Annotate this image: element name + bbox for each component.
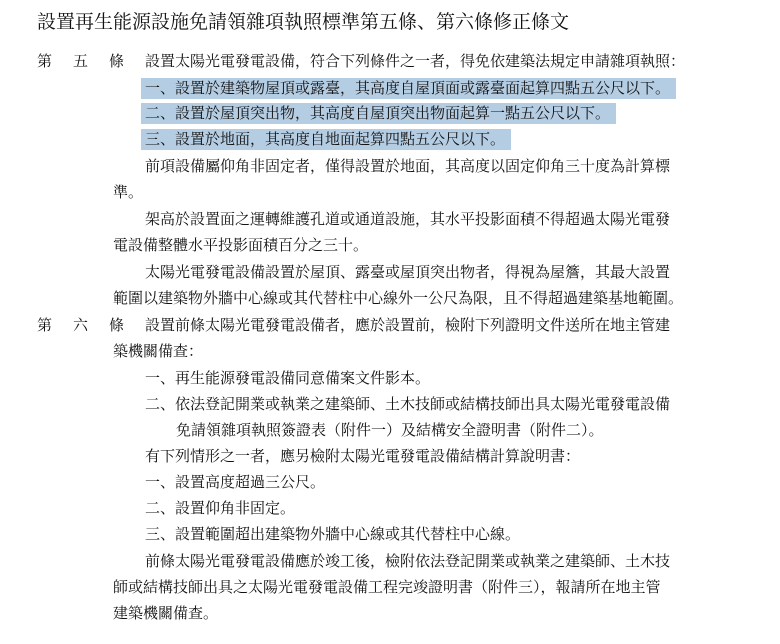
article-6-para-3-cont: 師或結構技師出具之太陽光電發電設備工程完竣證明書（附件三），報請所在地主管 bbox=[113, 578, 661, 596]
article-6-para-3: 前條太陽光電發電設備應於竣工後，檢附依法登記開業或執業之建築師、土木技 bbox=[145, 552, 671, 570]
article-5-label bbox=[37, 51, 145, 71]
article-5-intro: 設置太陽光電發電設備，符合下列條件之一者，得免依建築法規定申請雜項執照： bbox=[145, 52, 686, 70]
article-6-case-1: 一、設置高度超過三公尺。 bbox=[145, 473, 326, 491]
article-5-para-3-cont: 電設備整體水平投影面積百分之三十。 bbox=[113, 236, 369, 254]
article-6-intro-cont: 築機關備查： bbox=[113, 342, 204, 360]
article-6-para-3-cont: 建築機關備查。 bbox=[113, 604, 219, 622]
article-5-label-char: 條 bbox=[109, 52, 125, 70]
article-5-item-2: 二、設置於屋頂突出物，其高度自屋頂突出物面起算一點五公尺以下。 bbox=[141, 103, 616, 124]
article-6-doc-item-1: 一、再生能源發電設備同意備案文件影本。 bbox=[145, 369, 431, 387]
article-5-item-3: 三、設置於地面，其高度自地面起算四點五公尺以下。 bbox=[141, 129, 511, 150]
article-5-label-char: 五 bbox=[73, 52, 89, 70]
article-6-label-char: 條 bbox=[109, 316, 125, 334]
article-6-label bbox=[37, 315, 145, 335]
article-6-case-2: 二、設置仰角非固定。 bbox=[145, 499, 296, 517]
article-6-label-char: 六 bbox=[73, 316, 89, 334]
article-5-label-char: 第 bbox=[37, 52, 53, 70]
article-5-para-4-cont: 範圍以建築物外牆中心線或其代替柱中心線外一公尺為限，且不得超過建築基地範圍。 bbox=[113, 289, 684, 307]
article-6-label-char: 第 bbox=[37, 316, 53, 334]
article-5-para-4: 太陽光電發電設備設置於屋頂、露臺或屋頂突出物者，得視為屋簷，其最大設置 bbox=[145, 263, 671, 281]
article-5-item-1: 一、設置於建築物屋頂或露臺，其高度自屋頂面或露臺面起算四點五公尺以下。 bbox=[141, 78, 676, 99]
article-6-case-3: 三、設置範圍超出建築物外牆中心線或其代替柱中心線。 bbox=[145, 525, 521, 543]
article-6-para-2: 有下列情形之一者，應另檢附太陽光電發電設備結構計算說明書： bbox=[145, 447, 581, 465]
article-5-para-2-cont: 準。 bbox=[113, 183, 144, 201]
article-6-intro: 設置前條太陽光電發電設備者，應於設置前，檢附下列證明文件送所在地主管建 bbox=[145, 316, 671, 334]
document-title: 設置再生能源設施免請領雜項執照標準第五條、第六條修正條文 bbox=[37, 11, 570, 33]
article-6-doc-item-2-cont: 免請領雜項執照簽證表（附件一）及結構安全證明書（附件二）。 bbox=[176, 421, 604, 439]
article-6-doc-item-2: 二、依法登記開業或執業之建築師、土木技師或結構技師出具太陽光電發電設備 bbox=[145, 395, 671, 413]
article-5-para-2: 前項設備屬仰角非固定者，僅得設置於地面，其高度以固定仰角三十度為計算標 bbox=[145, 157, 671, 175]
article-5-para-3: 架高於設置面之運轉維護孔道或通道設施，其水平投影面積不得超過太陽光電發 bbox=[145, 210, 671, 228]
